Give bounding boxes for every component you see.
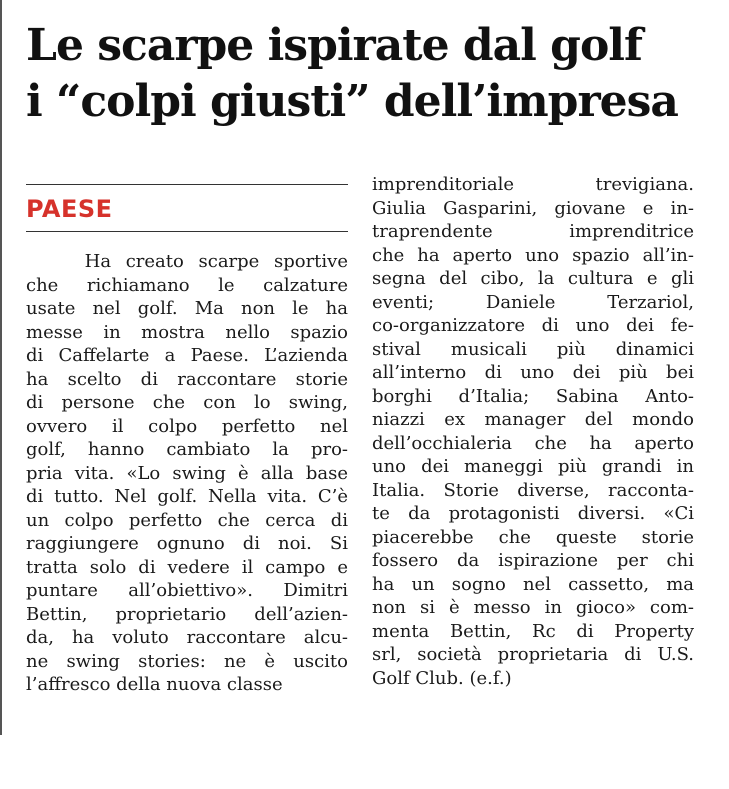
article-text-line: segna del cibo, la cultura e gli [372, 268, 694, 289]
article-text-line: piacerebbe che queste storie [372, 526, 694, 548]
article-text-line: tratta solo di vedere il campo e [26, 556, 348, 578]
article-text-line: Giulia Gasparini, giovane e in- [372, 197, 694, 219]
article-text-line: che ha aperto uno spazio all’in- [372, 244, 694, 266]
article-text-line: di tutto. Nel golf. Nella vita. C’è [26, 486, 348, 507]
article-text-line: imprenditoriale trevigiana. [372, 174, 694, 195]
article-text-line: un colpo perfetto che cerca di [26, 509, 348, 531]
article-text-line: eventi; Daniele Terzariol, [372, 291, 694, 313]
article-text-line: ha scelto di raccontare storie [26, 368, 348, 390]
article-text-line: Italia. Storie diverse, raccontа- [372, 479, 694, 501]
article-text-line: stival musicali più dinamici [372, 338, 694, 360]
article-text-line: dell’occhialeria che ha aperto [372, 432, 694, 454]
article-text-line: ne swing stories: ne è uscito [26, 650, 348, 672]
article-text-line: che richiamano le calzature [26, 274, 348, 296]
section-divider-bottom [26, 231, 348, 232]
headline-line-2: i “colpi giusti” dell’impresa [26, 76, 678, 127]
article-text-line: uno dei maneggi più grandi in [372, 456, 694, 477]
section-label: PAESE [26, 195, 113, 223]
article-text-line: Ha creato scarpe sportive [26, 251, 348, 272]
article-text-line: fossero da ispirazione per chi [372, 550, 694, 571]
article-text-line: all’interno di uno dei più bei [372, 362, 694, 383]
article-text-line: non si è messo in gioco» com- [372, 597, 694, 618]
article-text-line: golf, hanno cambiato la pro- [26, 439, 348, 460]
article-text-line: menta Bettin, Rc di Property [372, 620, 694, 642]
article-text-line: co-organizzatore di uno dei fe- [372, 315, 694, 336]
article-text-line: traprendente imprenditrice [372, 221, 694, 242]
article-column-right [372, 173, 694, 690]
article-text-line: pria vita. «Lo swing è alla base [26, 462, 348, 484]
article-text-line: Bettin, proprietario dell’azien- [26, 603, 348, 625]
article-text-line: l’affresco della nuova classe [26, 674, 283, 695]
page-left-border [0, 0, 2, 735]
article-text-line: Golf Club. (e.f.) [372, 667, 512, 689]
article-text-line: borghi d’Italia; Sabina Anto- [372, 385, 694, 407]
article-text-line: usate nel golf. Ma non le ha [26, 298, 348, 319]
article-text-line: te da protagonisti diversi. «Ci [372, 503, 694, 524]
article-text-line: di Caffelarte a Paese. L’azienda [26, 345, 348, 366]
article-text-line: niazzi ex manager del mondo [372, 409, 694, 430]
article-headline [26, 18, 716, 130]
article-text-line: messe in mostra nello spazio [26, 321, 348, 343]
article-text-line: di persone che con lo swing, [26, 392, 348, 413]
article-text-line: raggiungere ognuno di noi. Si [26, 533, 348, 554]
article-text-line: ovvero il colpo perfetto nel [26, 415, 348, 437]
headline-line-1: Le scarpe ispirate dal golf [26, 20, 642, 71]
section-divider-top [26, 184, 348, 185]
article-column-left [26, 250, 348, 697]
article-text-line: ha un sogno nel cassetto, ma [372, 573, 694, 595]
article-text-line: da, ha voluto raccontare alcu- [26, 627, 348, 648]
article-text-line: puntare all’obiettivo». Dimitri [26, 580, 348, 601]
article-text-line: srl, società proprietaria di U.S. [372, 644, 694, 665]
